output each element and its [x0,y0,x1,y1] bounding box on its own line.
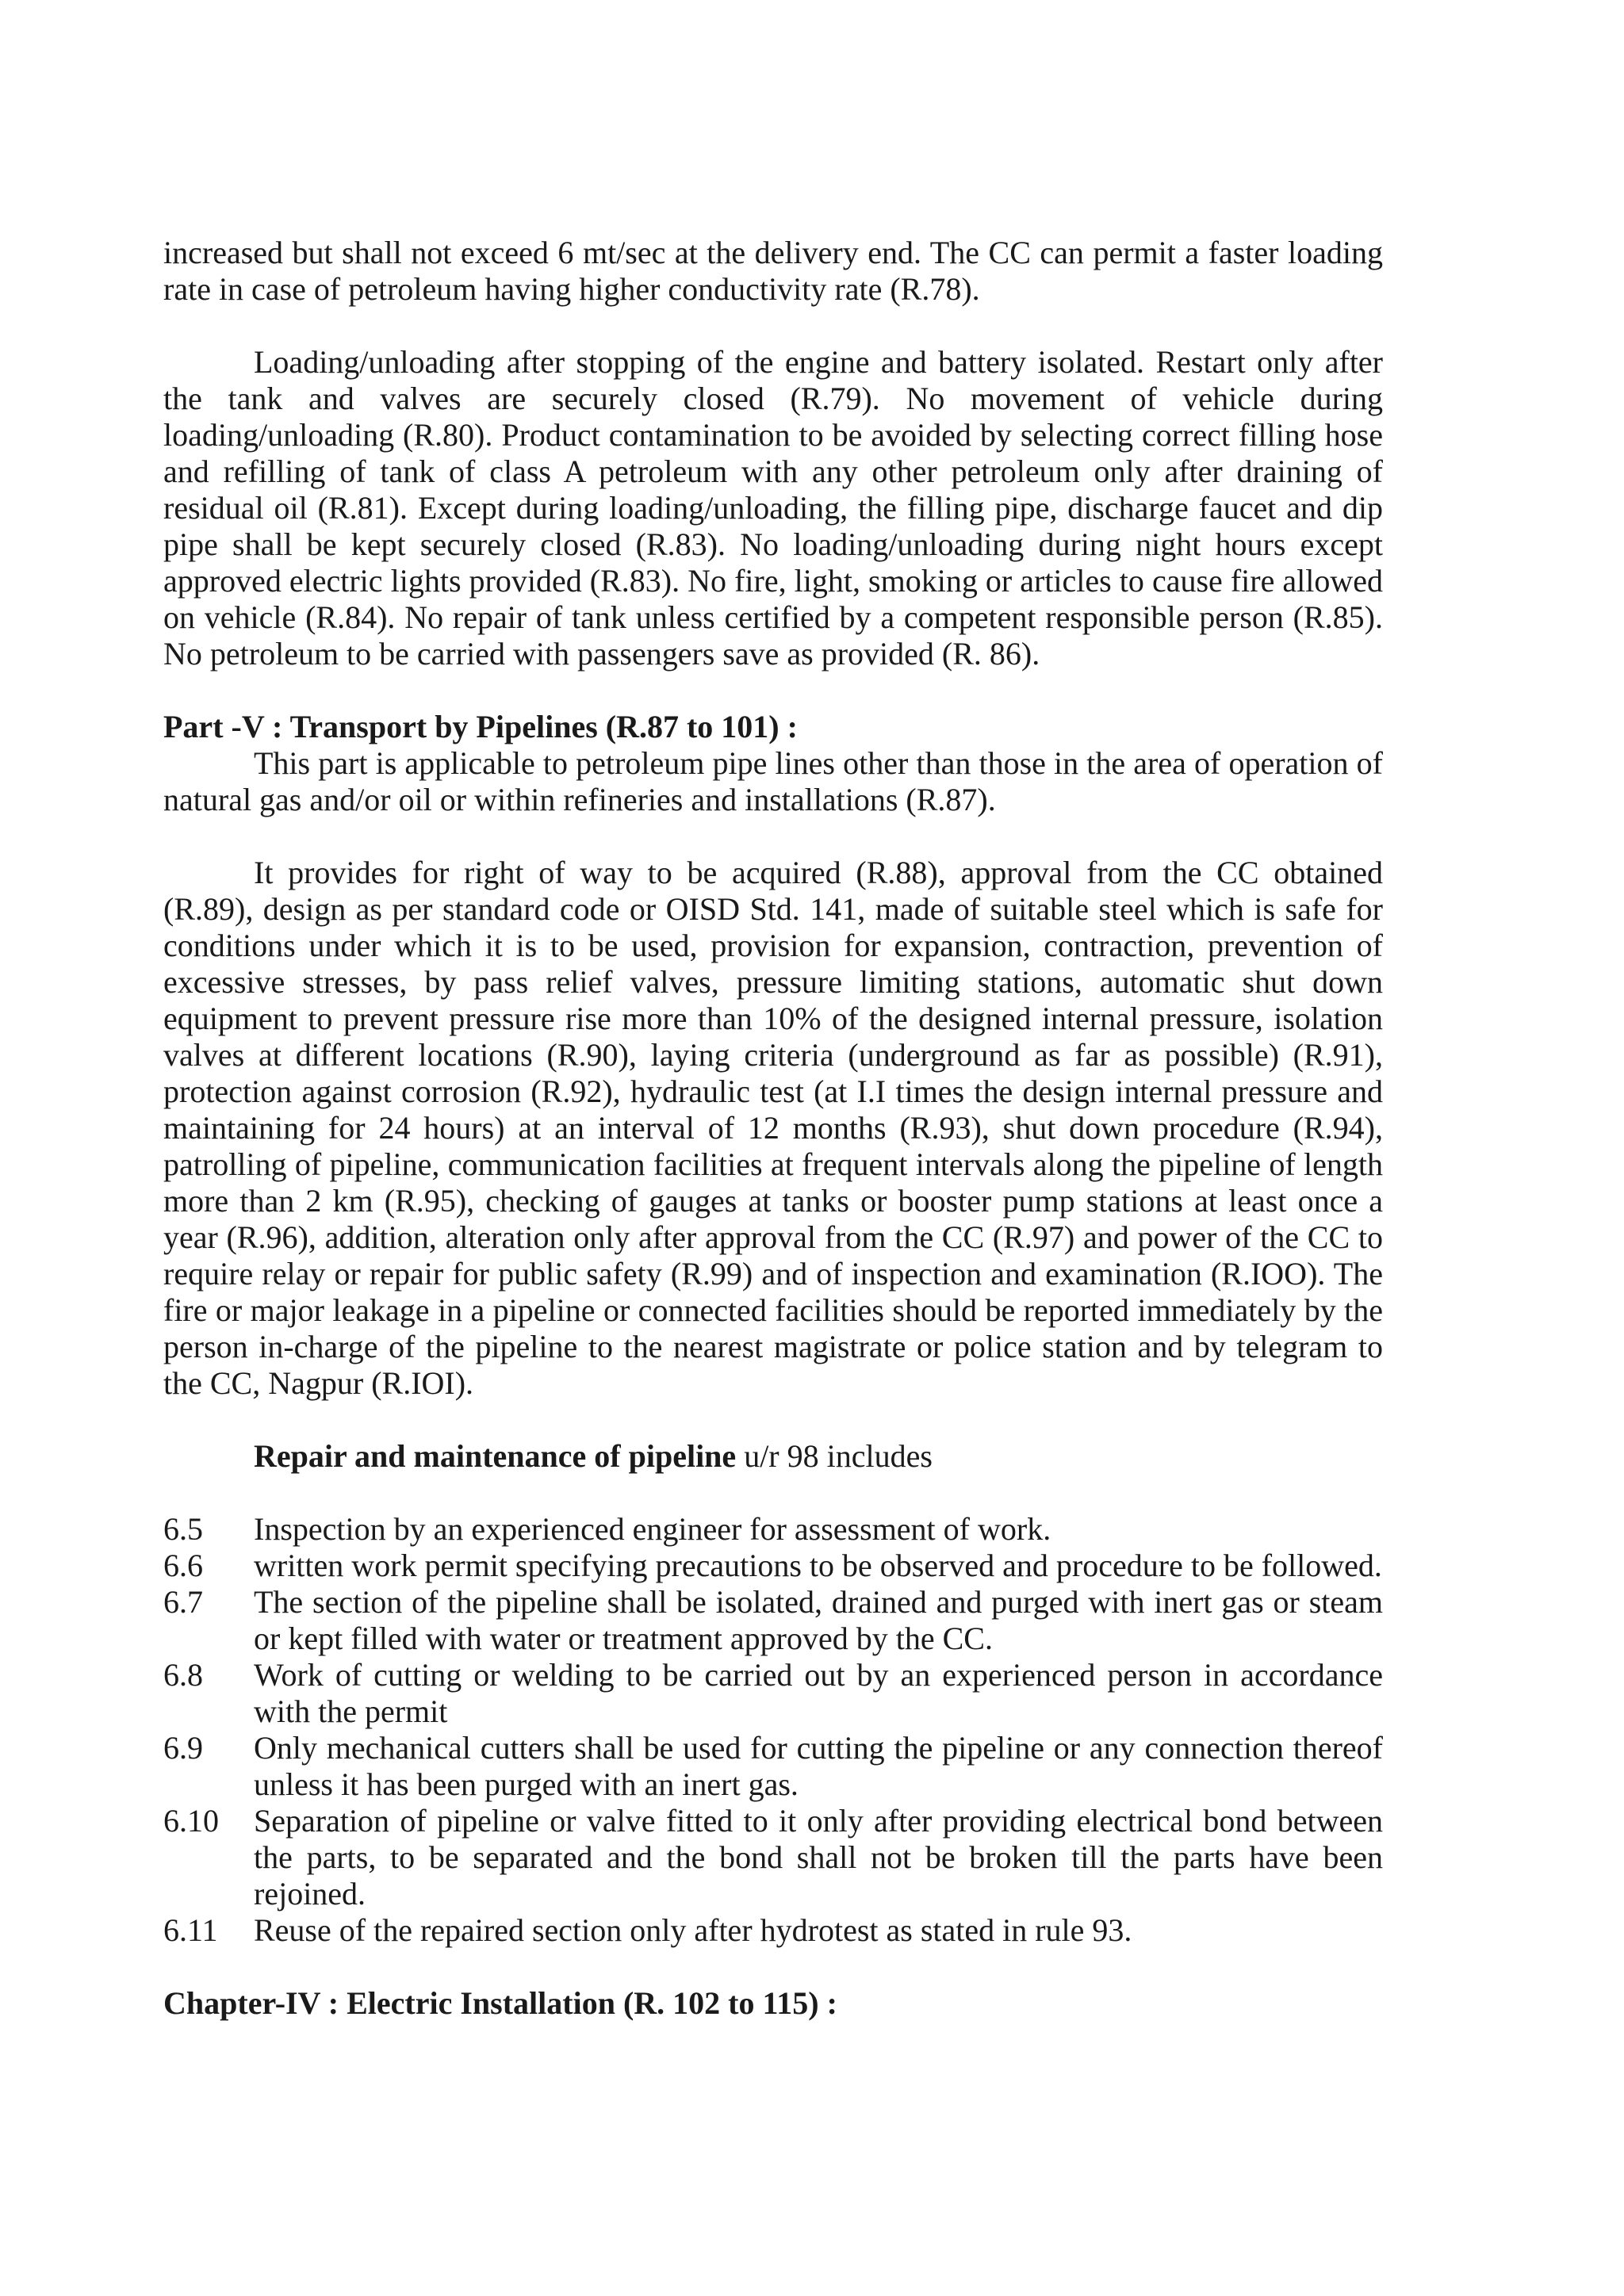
sub-heading-rest: u/r 98 includes [736,1438,933,1474]
list-item-number: 6.8 [163,1657,203,1693]
sub-heading-bold: Repair and maintenance of pipeline [254,1438,737,1474]
document-page [163,235,1383,2022]
list-item-number: 6.5 [163,1511,203,1547]
list-item-text: Work of cutting or welding to be carried out by an experienced person in accordance with the permit [254,1657,1383,1729]
list-item-number: 6.7 [163,1584,203,1620]
chapter-heading-electric-installation: Chapter-IV : Electric Installation (R. 102 to 115) : [163,1985,837,2021]
list-item-text: written work permit specifying precautions to be observed and procedure to be followed. [254,1548,1382,1583]
sub-heading-repair-maintenance [163,1438,1383,1475]
list-item-text: Reuse of the repaired section only after hydrotest as stated in rule 93. [254,1912,1132,1948]
list-item-number: 6.10 [163,1803,219,1839]
list-item-text: Inspection by an experienced engineer for assessment of work. [254,1511,1051,1547]
section-heading-part-v: Part -V : Transport by Pipelines (R.87 to 101) : [163,709,798,744]
paragraph-loading-unloading: Loading/unloading after stopping of the engine and battery isolated. Restart only after the tank and valves are securely closed (R.79). No movement of vehicle during loading/unloading (R.80). Product contamination to be avoided by selecting correct filling hose and refilling of tank of class A petroleum with any other petroleum only after draining of residual oil (R.81). Except during loading/unloading, the filling pipe, discharge faucet and dip pipe shall be kept securely closed (R.83). No loading/unloading during night hours except approved electric lights provided (R.83). No fire, light, smoking or articles to cause fire allowed on vehicle (R.84). No repair of tank unless certified by a competent responsible person (R.85). No petroleum to be carried with passengers save as provided (R. 86). [163,344,1383,672]
list-item-number: 6.6 [163,1548,203,1583]
list-item-number: 6.9 [163,1730,203,1766]
list-item [163,1912,1383,1949]
list-item [163,1548,1383,1584]
list-item-text: Separation of pipeline or valve fitted to it only after providing electrical bond between the parts, to be separated and the bond shall not be broken till the parts have been rejoined. [254,1803,1383,1911]
paragraph-part-v-scope: This part is applicable to petroleum pipe lines other than those in the area of operation of natural gas and/or oil or within refineries and installations (R.87). [163,745,1383,817]
list-item-text: The section of the pipeline shall be isolated, drained and purged with inert gas or steam or kept filled with water or treatment approved by the CC. [254,1584,1383,1656]
list-item [163,1657,1383,1730]
list-item [163,1511,1383,1548]
list-item [163,1803,1383,1912]
paragraph-loading-rate: increased but shall not exceed 6 mt/sec at the delivery end. The CC can permit a faster loading rate in case of petroleum having higher conductivity rate (R.78). [163,235,1383,307]
list-item-text: Only mechanical cutters shall be used for cutting the pipeline or any connection thereof unless it has been purged with an inert gas. [254,1730,1383,1802]
paragraph-pipeline-provisions: It provides for right of way to be acquired (R.88), approval from the CC obtained (R.89), design as per standard code or OISD Std. 141, made of suitable steel which is safe for conditions under which it is to be used, provision for expansion, contraction, prevention of excessive stresses, by pass relief valves, pressure limiting stations, automatic shut down equipment to prevent pressure rise more than 10% of the designed internal pressure, isolation valves at different locations (R.90), laying criteria (underground as far as possible) (R.91), protection against corrosion (R.92), hydraulic test (at I.I times the design internal pressure and maintaining for 24 hours) at an interval of 12 months (R.93), shut down procedure (R.94), patrolling of pipeline, communication facilities at frequent intervals along the pipeline of length more than 2 km (R.95), checking of gauges at tanks or booster pump stations at least once a year (R.96), addition, alteration only after approval from the CC (R.97) and power of the CC to require relay or repair for public safety (R.99) and of inspection and examination (R.IOO). The fire or major leakage in a pipeline or connected facilities should be reported immediately by the person in-charge of the pipeline to the nearest magistrate or police station and by telegram to the CC, Nagpur (R.IOI). [163,855,1383,1401]
list-item-number: 6.11 [163,1912,218,1948]
repair-list [163,1511,1383,1949]
list-item [163,1584,1383,1657]
list-item [163,1730,1383,1803]
